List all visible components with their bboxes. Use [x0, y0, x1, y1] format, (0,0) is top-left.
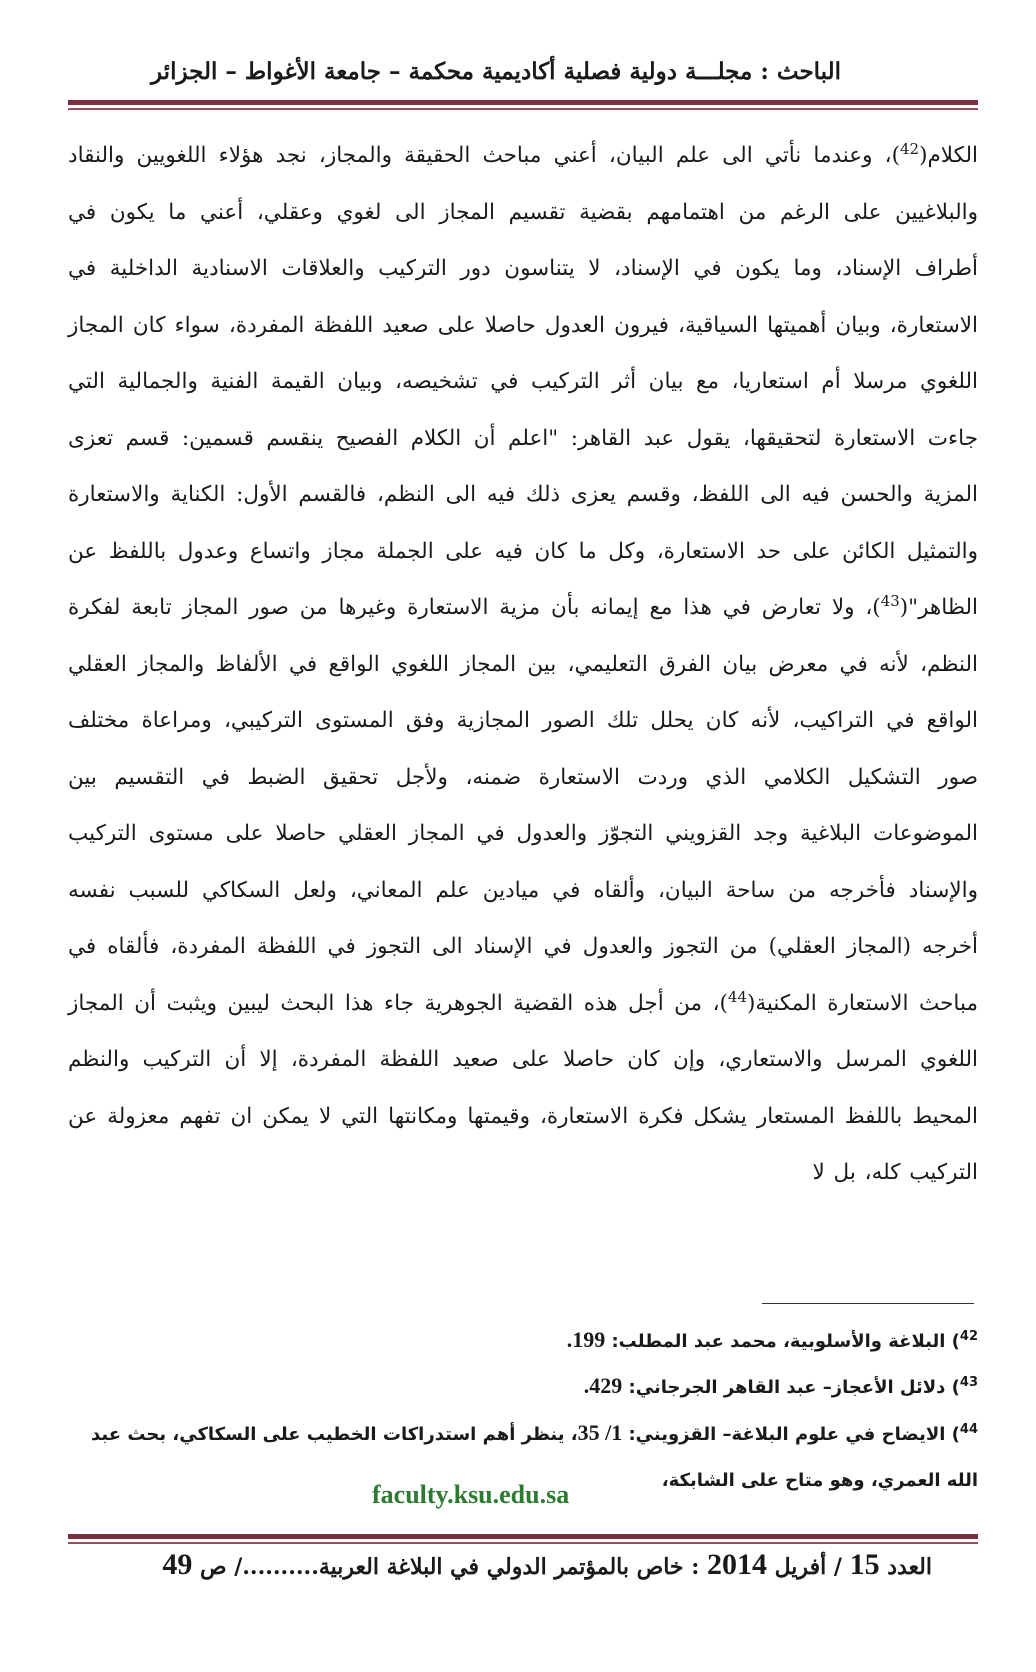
footnote-ref-44[interactable]: 44: [727, 987, 747, 1006]
article-body: [68, 128, 978, 1202]
footnote-page: 1/ 35: [577, 1420, 623, 1445]
footnote-text: الايضاح في علوم البلاغة– القزويني:: [622, 1424, 946, 1445]
footer-rule-thin: [68, 1542, 978, 1544]
body-paragraph: [68, 128, 978, 1202]
source-watermark: faculty.ksu.edu.sa: [372, 1480, 570, 1509]
footnote-text: دلائل الأعجاز– عبد القاهر الجرجاني:: [622, 1377, 946, 1398]
header-rule-thick: [68, 100, 978, 105]
footer-separator: /: [826, 1554, 850, 1580]
footer-rule: [68, 1534, 978, 1544]
footnote-44: $^{44}$) الايضاح في علوم البلاغة– القزويني: 1/ 35، ينظر أهم استدراكات الخطيب على السكاكي، بحث عبد الله العمري، وهو متاح على الشابكة،: [91, 1420, 978, 1491]
footnote-43: $^{43}$) دلائل الأعجاز– عبد القاهر الجرجاني: 429.: [583, 1373, 978, 1398]
body-segment-4: )، من أجل هذه القضية الجوهرية جاء هذا البحث ليبين ويثبت أن المجاز اللغوي المرسل والاستعاري، وإن كان حاصلا على صعيد اللفظة المفردة، إلا أن التركيب والنظم المحيط باللفظ المستعار يشكل فكرة الاستعارة، وقيمتها ومكانتها التي لا يمكن ان تفهم معزولة عن التركيب كله، بل لا: [68, 990, 978, 1185]
header-rule-thin: [68, 108, 978, 110]
footnote-text: البلاغة والأسلوبية، محمد عبد المطلب:: [605, 1331, 946, 1352]
footnote-number: 43: [959, 1375, 978, 1390]
special-issue-text: : خاص بالمؤتمر الدولي في البلاغة العربية........../ ص: [192, 1554, 707, 1580]
footnote-number: 42: [959, 1329, 978, 1344]
issue-label: العدد: [879, 1554, 932, 1580]
footnote-42: $^{42}$) البلاغة والأسلوبية، محمد عبد المطلب: 199.: [566, 1327, 978, 1352]
footnote-ref-43[interactable]: 43: [880, 591, 900, 610]
journal-header: الباحث : مجلـــة دولية فصلية أكاديمية محكمة – جامعة الأغواط – الجزائر: [150, 58, 842, 85]
footnote-text-continued: ، ينظر أهم استدراكات الخطيب على السكاكي، بحث عبد الله العمري، وهو متاح على الشابكة،: [91, 1424, 978, 1491]
issue-month: أفريل: [766, 1554, 827, 1580]
footnote-number: 44: [959, 1422, 978, 1437]
footnotes: [90, 1318, 978, 1504]
footnote-ref-42[interactable]: 42: [899, 139, 920, 158]
body-segment-2: )، وعندما نأتي الى علم البيان، أعني مباحث الحقيقة والمجاز، نجد هؤلاء اللغويين والنقاد والبلاغيين على الرغم من اهتمامهم بقضية تقسيم المجاز الى لغوي وعقلي، أعني ما يكون في أطراف الإسناد، وما يكون في الإسناد، لا يتناسون دور التركيب والعلاقات الاسنادية الداخلية في الاستعارة، وبيان أهميتها السياقية، فيرون العدول حاصلا على صعيد اللفظة المفردة، سواء كان المجاز اللغوي مرسلا أم استعاريا، مع بيان أثر التركيب في تشخيصه، وبيان القيمة الفنية والجمالية التي جاءت الاستعارة لتحقيقها، يقول عبد القاهر: "اعلم أن الكلام الفصيح ينقسم قسمين: قسم تعزى المزية والحسن فيه الى اللفظ، وقسم يعزى ذلك فيه الى النظم، فالقسم الأول: الكناية والاستعارة والتمثيل الكائن على حد الاستعارة، وكل ما كان فيه على الجملة مجاز واتساع وعدول باللفظ عن الظاهر"(: [68, 143, 978, 620]
body-segment-1: الكلام(: [919, 143, 978, 168]
footnote-separator: [762, 1303, 974, 1304]
footnote-page: 429.: [583, 1373, 623, 1398]
header-rule: [68, 100, 978, 110]
footnote-page: 199.: [566, 1327, 606, 1352]
page-footer: [60, 1548, 932, 1582]
issue-year: 2014: [706, 1548, 767, 1581]
page-number: 49: [162, 1548, 193, 1581]
issue-number: 15: [849, 1548, 880, 1581]
footer-rule-thick: [68, 1534, 978, 1539]
body-segment-3: )، ولا تعارض في هذا مع إيمانه بأن مزية الاستعارة وغيرها من صور المجاز تابعة لفكرة النظم، لأنه في معرض بيان الفرق التعليمي، بين المجاز اللغوي الواقع في الألفاظ والمجاز العقلي الواقع في التراكيب، لأنه كان يحلل تلك الصور المجازية وفق المستوى التركيبي، ومراعاة مختلف صور التشكيل الكلامي الذي وردت الاستعارة ضمنه، ولأجل تحقيق الضبط في التقسيم بين الموضوعات البلاغية وجد القزويني التجوّز والعدول في المجاز العقلي حاصلا على مستوى التركيب والإسناد فأخرجه من ساحة البيان، وألقاه في ميادين علم المعاني، ولعل السكاكي للسبب نفسه أخرجه (المجاز العقلي) من التجوز والعدول في الإسناد الى التجوز في اللفظة المفردة، فألقاه في مباحث الاستعارة المكنية(: [68, 595, 978, 1016]
